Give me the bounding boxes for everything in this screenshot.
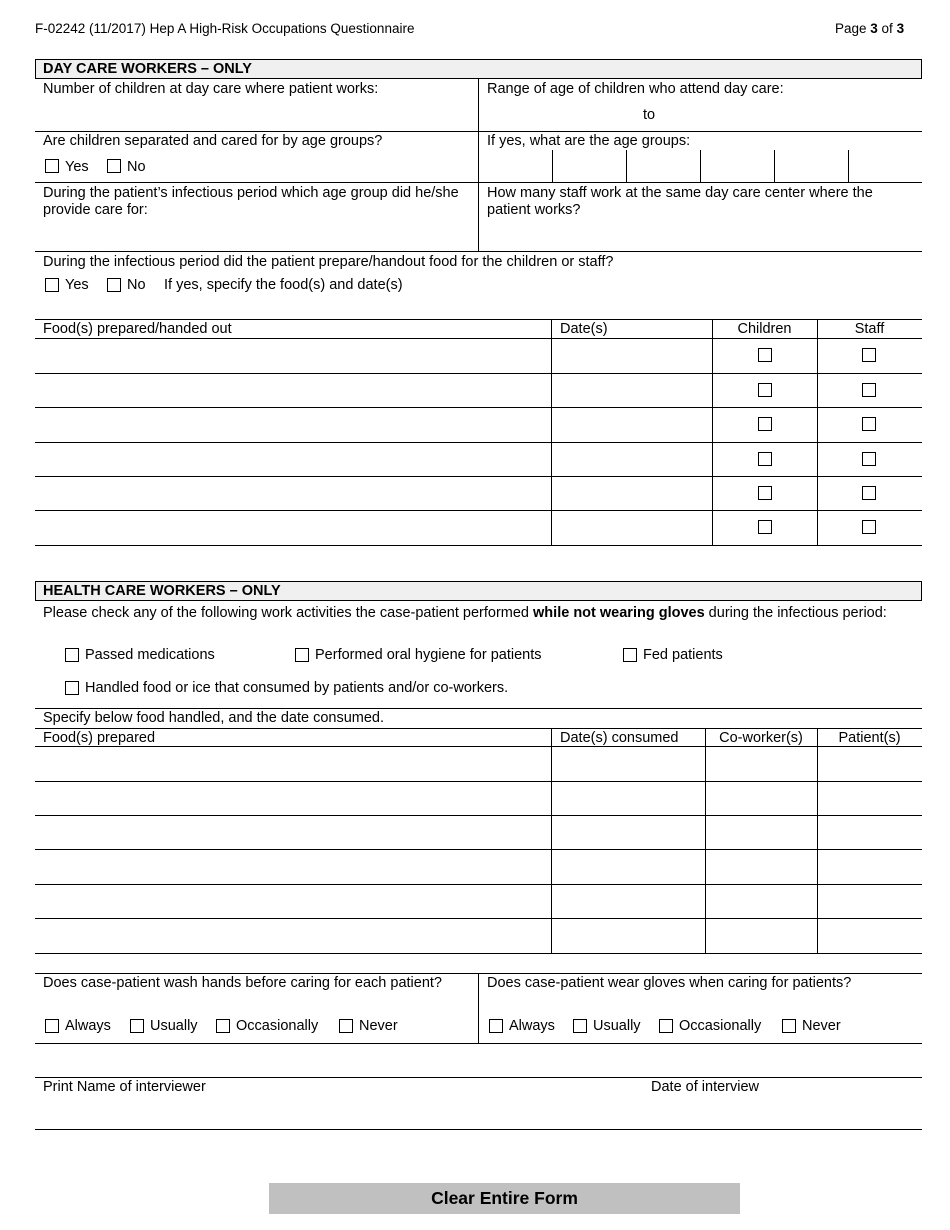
fed-patients-checkbox[interactable] <box>623 648 637 662</box>
hc-coworker-input[interactable] <box>710 751 812 775</box>
separated-yes-checkbox[interactable] <box>45 159 59 173</box>
freq-divider <box>478 973 479 1043</box>
gloves-always-checkbox[interactable] <box>489 1019 503 1033</box>
interview-date-label: Date of interview <box>651 1079 759 1095</box>
staff-count-input[interactable] <box>487 222 912 246</box>
clear-form-button[interactable]: Clear Entire Form <box>269 1183 740 1214</box>
age-group-input-6[interactable] <box>852 156 918 178</box>
dc-food-input[interactable] <box>41 378 546 402</box>
gloves-usually-label: Usually <box>593 1018 641 1034</box>
hc-coworker-input[interactable] <box>710 854 812 878</box>
dc-staff-checkbox[interactable] <box>862 383 876 397</box>
food-no-label: No <box>127 277 146 293</box>
table-col-divider <box>817 728 818 953</box>
wash-always-label: Always <box>65 1018 111 1034</box>
gloves-usually-checkbox[interactable] <box>573 1019 587 1033</box>
table-row-border <box>35 781 922 782</box>
dc-date-input[interactable] <box>556 515 706 539</box>
infectious-group-input[interactable] <box>43 222 468 246</box>
table-col-divider <box>817 319 818 545</box>
table-col-divider <box>551 319 552 545</box>
passed-medications-label: Passed medications <box>85 647 215 663</box>
staff-count-label: How many staff work at the same day care center where the patient works? <box>487 185 873 218</box>
wash-never-checkbox[interactable] <box>339 1019 353 1033</box>
hc-food-input[interactable] <box>41 751 546 775</box>
age-range-label: Range of age of children who attend day care: <box>487 81 784 97</box>
hc-patient-input[interactable] <box>822 820 918 844</box>
dc-staff-checkbox[interactable] <box>862 417 876 431</box>
table-row-border <box>35 442 922 443</box>
dc-staff-checkbox[interactable] <box>862 348 876 362</box>
hc-food-input[interactable] <box>41 820 546 844</box>
table-border <box>35 319 922 320</box>
table-border <box>35 728 922 729</box>
hc-patient-input[interactable] <box>822 854 918 878</box>
age-group-divider <box>774 150 775 182</box>
gloves-question: Does case-patient wear gloves when caring for patients? <box>487 975 852 991</box>
age-group-divider <box>848 150 849 182</box>
dc-children-checkbox[interactable] <box>758 520 772 534</box>
dc-col-children: Children <box>737 321 792 337</box>
dc-children-checkbox[interactable] <box>758 452 772 466</box>
dc-date-input[interactable] <box>556 378 706 402</box>
divider <box>35 1043 922 1044</box>
dc-children-checkbox[interactable] <box>758 486 772 500</box>
form-id: F-02242 (11/2017) Hep A High-Risk Occupations Questionnaire <box>35 21 415 36</box>
interviewer-name-input[interactable] <box>43 1100 633 1124</box>
table-col-divider <box>705 728 706 953</box>
hc-col-coworkers: Co-worker(s) <box>719 730 803 746</box>
food-yes-label: Yes <box>65 277 89 293</box>
hc-date-input[interactable] <box>556 786 700 810</box>
table-row-border <box>35 953 922 954</box>
table-row-border <box>35 476 922 477</box>
dc-date-input[interactable] <box>556 447 706 471</box>
age-group-input-5[interactable] <box>778 156 844 178</box>
hc-food-input[interactable] <box>41 786 546 810</box>
daycare-divider <box>478 79 479 251</box>
table-border <box>35 338 922 339</box>
table-row-border <box>35 918 922 919</box>
hc-coworker-input[interactable] <box>710 923 812 947</box>
hc-coworker-input[interactable] <box>710 889 812 913</box>
gloves-always-label: Always <box>509 1018 555 1034</box>
hc-patient-input[interactable] <box>822 786 918 810</box>
table-col-divider <box>551 728 552 953</box>
divider <box>35 1129 922 1130</box>
hc-food-input[interactable] <box>41 923 546 947</box>
dc-staff-checkbox[interactable] <box>862 486 876 500</box>
dc-staff-checkbox[interactable] <box>862 520 876 534</box>
hc-date-input[interactable] <box>556 751 700 775</box>
dc-food-input[interactable] <box>41 515 546 539</box>
healthcare-instruction: Please check any of the following work activities the case-patient performed while not wearing gloves during the infectious period: <box>43 605 887 621</box>
dc-children-checkbox[interactable] <box>758 417 772 431</box>
wash-occasionally-label: Occasionally <box>236 1018 319 1034</box>
age-groups-label: If yes, what are the age groups: <box>487 133 691 149</box>
hc-date-input[interactable] <box>556 889 700 913</box>
dc-food-input[interactable] <box>41 343 546 367</box>
gloves-occasionally-checkbox[interactable] <box>659 1019 673 1033</box>
dc-food-input[interactable] <box>41 481 546 505</box>
oral-hygiene-label: Performed oral hygiene for patients <box>315 647 542 663</box>
hc-col-dates: Date(s) consumed <box>560 730 679 746</box>
age-group-divider <box>552 150 553 182</box>
age-range-to-input[interactable] <box>665 106 915 126</box>
food-question: During the infectious period did the patient prepare/handout food for the children or staff? <box>43 254 614 270</box>
hc-date-input[interactable] <box>556 820 700 844</box>
table-row-border <box>35 510 922 511</box>
hc-date-input[interactable] <box>556 923 700 947</box>
food-specify-label: If yes, specify the food(s) and date(s) <box>164 277 403 293</box>
separated-yes-label: Yes <box>65 159 89 175</box>
age-group-divider <box>626 150 627 182</box>
gloves-occasionally-label: Occasionally <box>679 1018 762 1034</box>
table-row-border <box>35 545 922 546</box>
interview-date-input[interactable] <box>651 1100 916 1124</box>
divider <box>35 131 922 132</box>
hc-coworker-input[interactable] <box>710 786 812 810</box>
hc-col-food: Food(s) prepared <box>43 730 156 746</box>
age-group-divider <box>700 150 701 182</box>
separated-no-label: No <box>127 159 146 175</box>
gloves-never-checkbox[interactable] <box>782 1019 796 1033</box>
gloves-never-label: Never <box>802 1018 841 1034</box>
hc-food-input[interactable] <box>41 889 546 913</box>
dc-food-input[interactable] <box>41 447 546 471</box>
dc-date-input[interactable] <box>556 481 706 505</box>
divider <box>35 1077 922 1078</box>
wash-usually-checkbox[interactable] <box>130 1019 144 1033</box>
passed-medications-checkbox[interactable] <box>65 648 79 662</box>
table-row-border <box>35 815 922 816</box>
oral-hygiene-checkbox[interactable] <box>295 648 309 662</box>
hc-food-input[interactable] <box>41 854 546 878</box>
wash-always-checkbox[interactable] <box>45 1019 59 1033</box>
healthcare-section-title: HEALTH CARE WORKERS – ONLY <box>35 581 922 601</box>
table-row-border <box>35 373 922 374</box>
dc-date-input[interactable] <box>556 412 706 436</box>
hc-patient-input[interactable] <box>822 889 918 913</box>
infectious-group-label: During the patient’s infectious period which age group did he/she provide care for: <box>43 185 459 218</box>
age-range-from-input[interactable] <box>487 106 637 126</box>
hc-coworker-input[interactable] <box>710 820 812 844</box>
daycare-section-title: DAY CARE WORKERS – ONLY <box>35 59 922 79</box>
divider <box>35 182 922 183</box>
dc-children-checkbox[interactable] <box>758 383 772 397</box>
table-row-border <box>35 884 922 885</box>
age-range-to: to <box>643 107 656 123</box>
separated-no-checkbox[interactable] <box>107 159 121 173</box>
wash-never-label: Never <box>359 1018 398 1034</box>
hc-patient-input[interactable] <box>822 751 918 775</box>
food-yes-checkbox[interactable] <box>45 278 59 292</box>
handled-food-label: Handled food or ice that consumed by patients and/or co-workers. <box>85 680 509 696</box>
table-col-divider <box>712 319 713 545</box>
dc-col-staff: Staff <box>854 321 885 337</box>
table-row-border <box>35 849 922 850</box>
wash-hands-question: Does case-patient wash hands before caring for each patient? <box>43 975 442 991</box>
dc-staff-checkbox[interactable] <box>862 452 876 466</box>
food-no-checkbox[interactable] <box>107 278 121 292</box>
wash-usually-label: Usually <box>150 1018 198 1034</box>
hc-date-input[interactable] <box>556 854 700 878</box>
age-group-input-3[interactable] <box>630 156 696 178</box>
dc-children-checkbox[interactable] <box>758 348 772 362</box>
specify-food-label: Specify below food handled, and the date consumed. <box>43 710 384 726</box>
fed-patients-label: Fed patients <box>643 647 723 663</box>
page-number: Page 3 of 3 <box>835 21 905 36</box>
dc-col-food: Food(s) prepared/handed out <box>43 321 232 337</box>
interviewer-name-label: Print Name of interviewer <box>43 1079 206 1095</box>
divider <box>35 251 922 252</box>
age-group-input-2[interactable] <box>556 156 622 178</box>
age-group-input-1[interactable] <box>482 156 548 178</box>
separated-label: Are children separated and cared for by age groups? <box>43 133 383 149</box>
age-group-input-4[interactable] <box>704 156 770 178</box>
dc-date-input[interactable] <box>556 343 706 367</box>
wash-occasionally-checkbox[interactable] <box>216 1019 230 1033</box>
dc-col-dates: Date(s) <box>560 321 608 337</box>
divider <box>35 708 922 709</box>
num-children-label: Number of children at day care where patient works: <box>43 81 379 97</box>
table-row-border <box>35 407 922 408</box>
hc-col-patients: Patient(s) <box>838 730 901 746</box>
dc-food-input[interactable] <box>41 412 546 436</box>
hc-patient-input[interactable] <box>822 923 918 947</box>
num-children-input[interactable] <box>43 100 468 126</box>
handled-food-checkbox[interactable] <box>65 681 79 695</box>
